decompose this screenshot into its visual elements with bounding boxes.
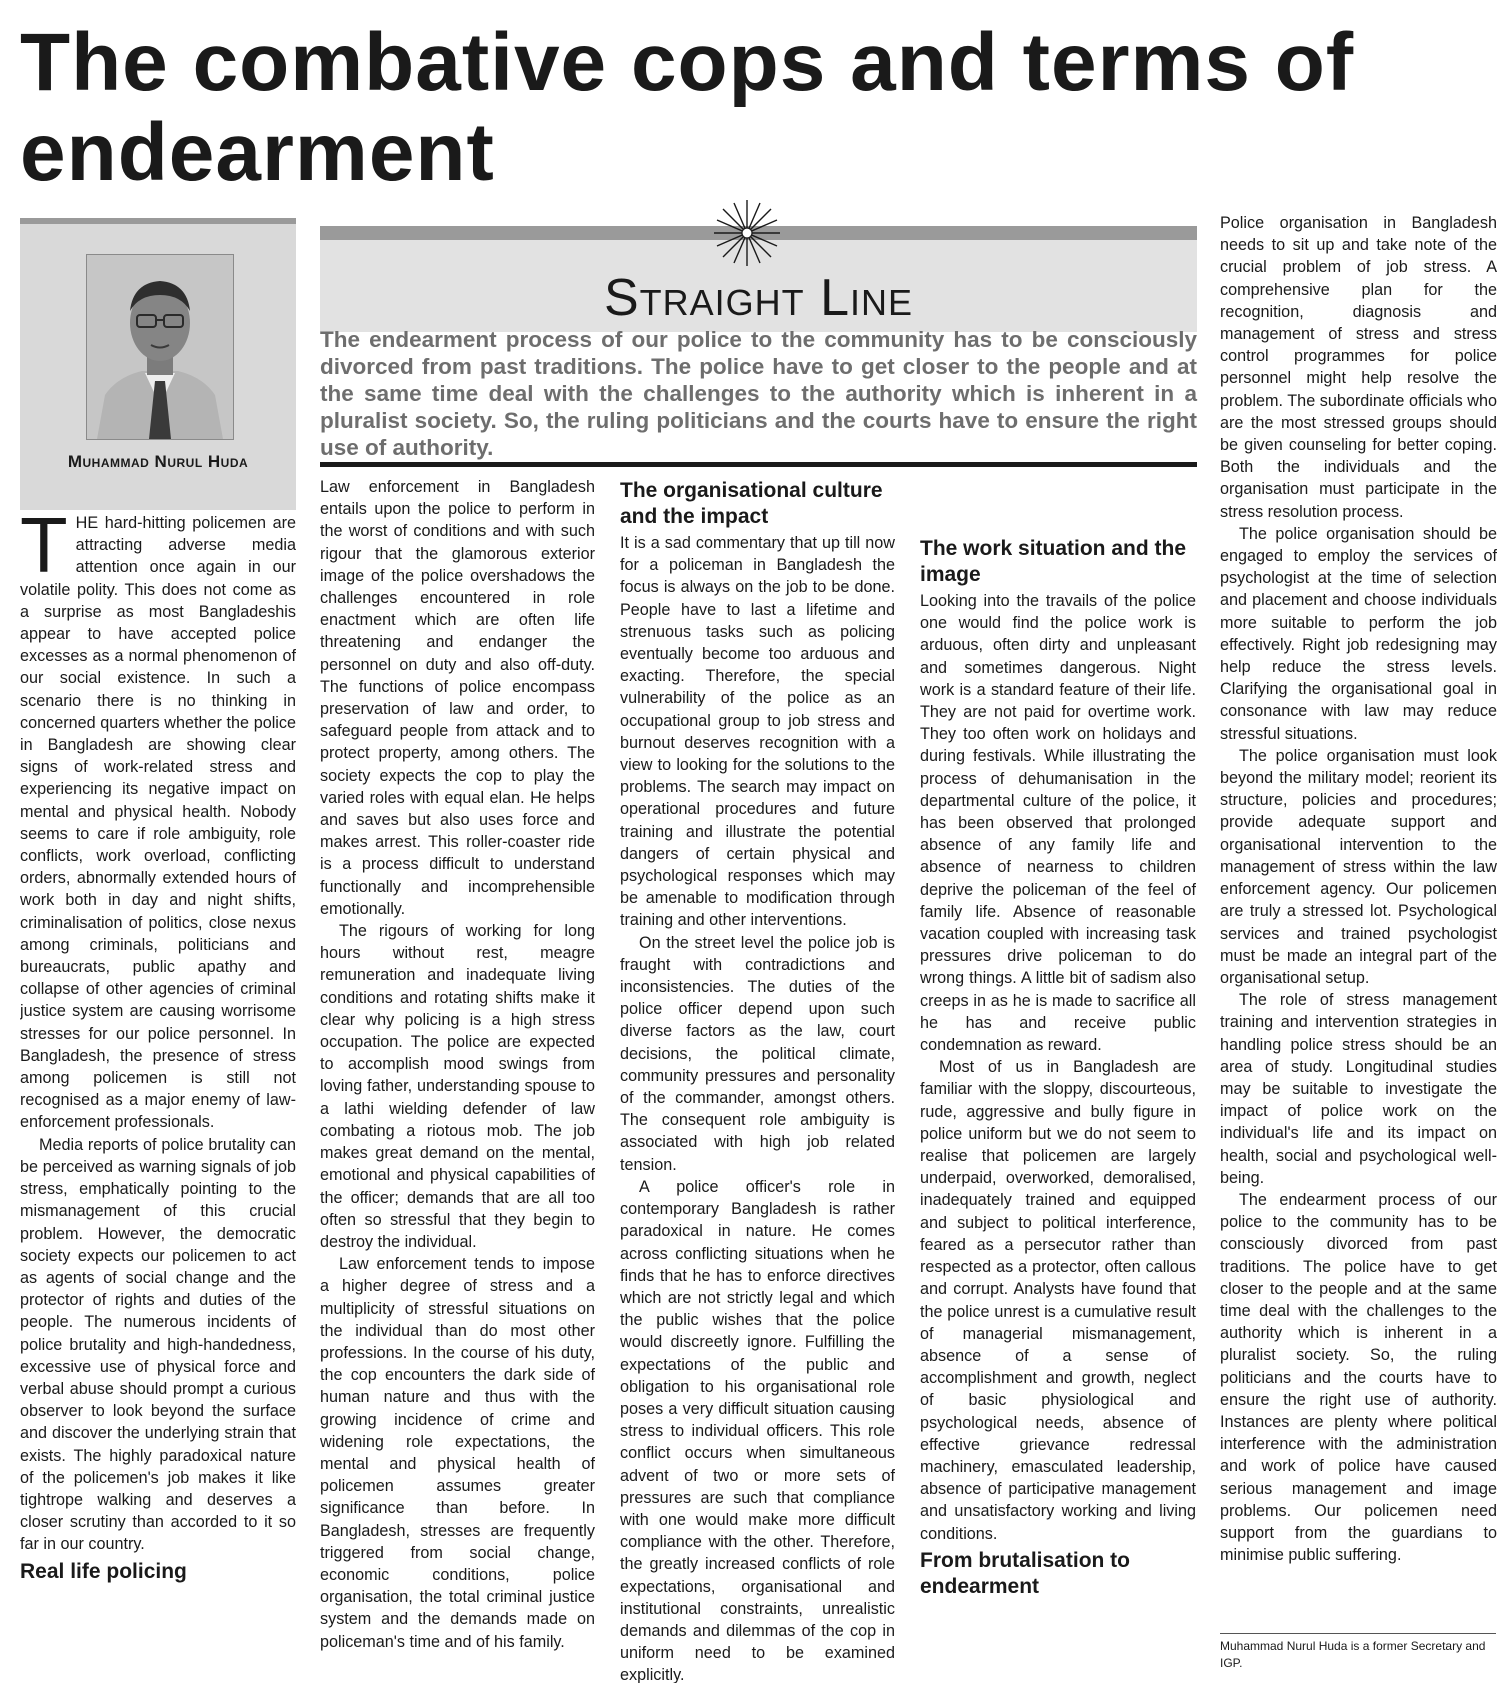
subhead-work-situation: The work situation and the image — [920, 537, 1187, 586]
paragraph: The police organisation must look beyond the military model; reorient its structure, policies and procedures; provide adequate support and organisational intervention to the management of stress within the law enforcement agency. Our policemen are truly a stressed lot. Psychological services and trained psychologist must be made an integral part of the organisational setup. — [1220, 746, 1497, 987]
paragraph: Law enforcement tends to impose a higher degree of stress and a multiplicity of stressful situations on the individual than do most other professions. In the course of his duty, the cop encounters the dark side of human nature and thus with the growing incidence of crime and widening role expectations, the mental and physical health of policemen assumes greater significance than before. In Bangladesh, stresses are frequently triggered from social change, economic conditions, police organisation, the total criminal justice system and the demands made on policeman's time and of his family. — [320, 1255, 595, 1651]
subhead-real-life-policing: Real life policing — [20, 1559, 187, 1583]
deck-rule — [320, 462, 1197, 467]
deck-summary: The endearment process of our police to the community has to be consciously divorced from past traditions. The police have to get closer to the people and at the same time deal with the challenges to the authority which is inherent in a pluralist society. So, the ruling politicians and the courts have to ensure the right use of authority. — [320, 327, 1197, 460]
headline: The combative cops and terms of endearment — [20, 17, 1355, 198]
author-name: Muhammad Nurul Huda — [67, 452, 249, 471]
author-footnote: Muhammad Nurul Huda is a former Secretary and IGP. — [1220, 1639, 1486, 1670]
paragraph: The role of stress management training and intervention strategies in handling police stress should be an area of study. Longitudinal studies may be suitable to investigate the impact of police work on the individual's life and its impact on health, social and psychological well-being. — [1220, 991, 1497, 1187]
subhead-brutalisation-to-endearment: From brutalisation to endearment — [920, 1548, 1130, 1598]
author-photo — [86, 254, 234, 440]
paragraph: A police officer's role in contemporary Bangladesh is rather paradoxical in nature. He comes across conflicting situations when he finds that he has to enforce directives which are not strictly legal and which the public wishes that the police would discreetly ignore. Fulfilling the expectations of the public and obligation to his organisational role poses a very difficult situation causing stress to individual officers. This role conflict occurs when simultaneous advent of two or more sets of pressures are such that compliance with one would make more difficult compliance with the other. Therefore, the greatly increased conflicts of role expectations, organisational and institutional constraints, unrealistic demands and dilemmas of the cop in uniform need to be examined explicitly. — [620, 1177, 895, 1683]
paragraph: On the street level the police job is fraught with contradictions and inconsistencies. The duties of the police officer depend upon such diverse factors as the law, court decisions, the political climate, community pressures and personality of the commander, amongst others. The consequent role ambiguity is associated with high job related tension. — [620, 933, 895, 1174]
subhead-organisational-culture: The organisational culture and the impact — [620, 479, 883, 528]
paragraph: Looking into the travails of the police one would find the police work is arduous, often dirty and unpleasant and sometimes dangerous. Night work is a standard feature of their life. They are not paid for overtime work. They too often work on holidays and during festivals. While illustrating the process of dehumanisation in the departmental culture of the police, it has been observed that prolonged absence of any family life and absence of nearness to children deprive the policeman of the feel of family life. Absence of reasonable vacation coupled with increasing task pressures drive policeman to do wrong things. A little bit of sadism also creeps in as he is made to sacrifice all he has and receive public condemnation as reward. — [920, 592, 1196, 1055]
paragraph: THE hard-hitting policemen are attracting adverse media attention once again in our volatile polity. This does not come as a surprise as most Bangladeshis appear to have accepted police excesses as a normal phenomenon of our social existence. In such a scenario there is no thinking in concerned quarters whether the police in Bangladesh are showing clear signs of work-related stress and experiencing its negative impact on mental and physical health. Nobody seems to care if role ambiguity, role conflicts, work overload, conflicting orders, abnormally extended hours of work both in day and night shifts, criminalisation of politics, close nexus among criminals, politicians and bureaucrats, public apathy and collapse of other agencies of criminal justice system are causing worrisome stresses for our police personnel. In Bangladesh, the presence of stress among policemen is still not recognised as a major enemy of law-enforcement professionals. — [20, 512, 296, 1132]
paragraph: The endearment process of our police to the community has to be consciously divorced from past traditions. The police have to get closer to the people and at the same time deal with the challenges to the authority which is inherent in a pluralist society. So, the ruling politicians and the courts have to ensure the right use of authority. Instances are plenty where political interference with the administration and work of police have caused serious management and image problems. Our policemen need support from the guardians to minimise public suffering. — [1220, 1190, 1497, 1565]
starburst-icon — [712, 198, 782, 268]
paragraph: Media reports of police brutality can be perceived as warning signals of job stress, emphatically pointing to the mismanagement of this crucial problem. However, the democratic society expects our policemen to act as agents of social change and the protector of rights and duties of the people. The numerous incidents of police brutality and high-handedness, excessive use of physical force and verbal abuse should prompt a curious observer to look beyond the surface and discover the underlying strain that exists. The highly paradoxical nature of the policemen's job makes it like tightrope walking and deserves a closer scrutiny than accorded to it so far in our country. — [20, 1135, 296, 1554]
footnote-rule — [1220, 1633, 1496, 1634]
column-2 — [320, 476, 595, 1683]
dropcap: T — [20, 512, 68, 589]
column-3 — [620, 478, 895, 1683]
column-1 — [20, 512, 296, 1683]
paragraph: The police organisation should be engaged to employ the services of psychologist at the time of selection and placement and choose individuals more suitable to perform the job effectively. Right job redesigning may help reduce the stress levels. Clarifying the organisational goal in consonance with law may reduce stressful situations. — [1220, 524, 1497, 743]
author-portrait-image — [87, 255, 233, 439]
column-5 — [1220, 212, 1497, 1602]
column-title: Straight Line — [603, 269, 914, 327]
paragraph: Most of us in Bangladesh are familiar with the sloppy, discourteous, rude, aggressive and bully figure in police uniform but we do not seem to realise that policemen are largely underpaid, overworked, demoralised, inadequately trained and equipped and subject to political interference, feared as a persecutor rather than respected as a protector, often callous and corrupt. Analysts have found that the police unrest is a cumulative result of managerial mismanagement, absence of a sense of accomplishment and growth, neglect of basic physiological and psychological needs, absence of effective grievance redressal machinery, emasculated leadership, absence of participative management and unsatisfactory working and living conditions. — [920, 1058, 1196, 1543]
paragraph: Law enforcement in Bangladesh entails upon the police to perform in the worst of conditions and with such rigour that the glamorous exterior image of the police overshadows the challenges encountered in role enactment which are often life threatening and endanger the personnel on duty and also off-duty. The functions of police encompass preservation of law and order, to safeguard people from attack and to protect property, among others. The society expects the cop to play the varied roles with equal elan. He helps and saves but also uses force and makes arrest. This roller-coaster ride is a process difficult to understand functionally and incomprehensible emotionally. — [320, 478, 595, 918]
paragraph: It is a sad commentary that up till now for a policeman in Bangladesh the focus is always on the job to be done. People have to last a lifetime and strenuous tasks such as policing eventually become too arduous and exacting. Therefore, the special vulnerability of the police as an occupational group to job stress and burnout deserves recognition with a view to looking for the solutions to the problems. The search may impact on operational procedures and future training and illustrate the potential dangers of certain physical and psychological responses which may be amenable to modification through training and other interventions. — [620, 534, 895, 930]
author-box — [20, 218, 296, 510]
paragraph: Police organisation in Bangladesh needs to sit up and take note of the crucial problem of job stress. A comprehensive plan for the recognition, diagnosis and management of stress and stress control programmes for police personnel might help resolve the problem. The subordinate officials who are the most stressed groups should be given counseling for better coping. Both the individuals and the organisation must participate in the stress resolution process. — [1220, 214, 1497, 521]
paragraph: The rigours of working for long hours without rest, meagre remuneration and inadequate living conditions and rotating shifts make it clear why policing is a high stress occupation. The police are expected to accomplish mood swings from loving father, understanding spouse to a lathi wielding defender of law combating a riotous mob. The job makes great demand on the mental, emotional and physical capabilities of the officer; demands that are all too often so stressful that they begin to destroy the individual. — [320, 922, 595, 1251]
column-4 — [920, 476, 1196, 1683]
